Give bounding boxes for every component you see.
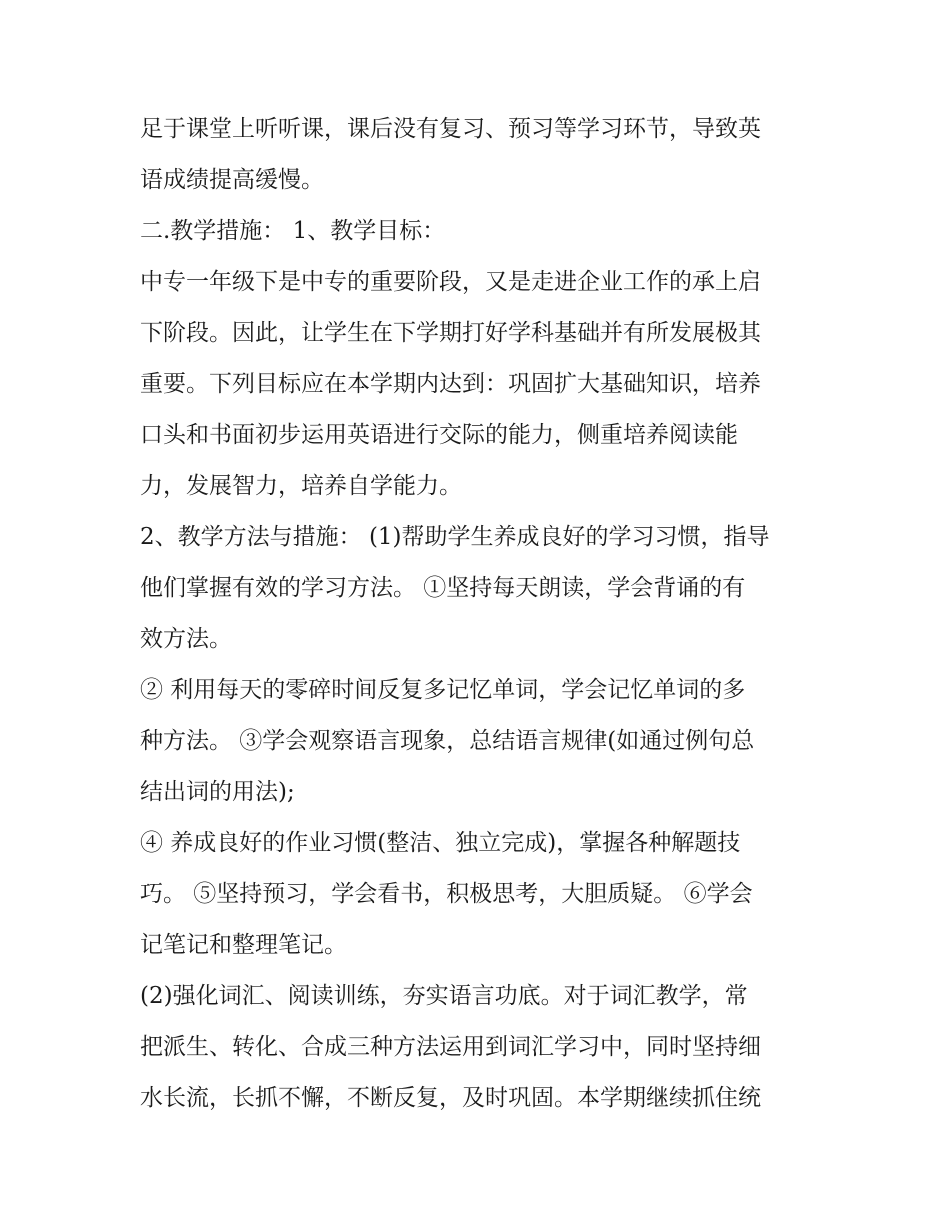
text-line: 2、教学方法与措施： (1)帮助学生养成良好的学习习惯，指导 [140,524,770,550]
section-heading: 二.教学措施： 1、教学目标： [140,218,446,244]
text-line: 效方法。 [140,626,232,652]
text-line: 他们掌握有效的学习方法。 ①坚持每天朗读，学会背诵的有 [140,575,746,601]
text-line: 中专一年级下是中专的重要阶段，又是走进企业工作的承上启 [140,269,761,295]
text-line: 结出词的用法); [140,779,295,805]
text-line: 种方法。 ③学会观察语言现象，总结语言规律(如通过例句总 [140,728,755,754]
text-line: 重要。下列目标应在本学期内达到：巩固扩大基础知识，培养 [140,371,761,397]
text-line: 下阶段。因此，让学生在下学期打好学科基础并有所发展极其 [140,320,761,346]
text-line: 巧。 ⑤坚持预习，学会看书，积极思考，大胆质疑。 ⑥学会 [140,881,753,907]
document-page [140,104,820,1124]
text-line: (2)强化词汇、阅读训练，夯实语言功底。对于词汇教学，常 [140,983,748,1009]
text-line: 足于课堂上听听课，课后没有复习、预习等学习环节，导致英 [140,116,761,142]
text-line: ② 利用每天的零碎时间反复多记忆单词，学会记忆单词的多 [140,677,746,703]
text-line: ④ 养成良好的作业习惯(整洁、独立完成)，掌握各种解题技 [140,830,741,856]
text-line: 记笔记和整理笔记。 [140,932,347,958]
text-line: 力，发展智力，培养自学能力。 [140,473,462,499]
text-line: 把派生、转化、合成三种方法运用到词汇学习中，同时坚持细 [140,1034,761,1060]
text-line: 水长流，长抓不懈，不断反复，及时巩固。本学期继续抓住统 [140,1085,761,1111]
text-line: 语成绩提高缓慢。 [140,167,324,193]
text-line: 口头和书面初步运用英语进行交际的能力，侧重培养阅读能 [140,422,738,448]
